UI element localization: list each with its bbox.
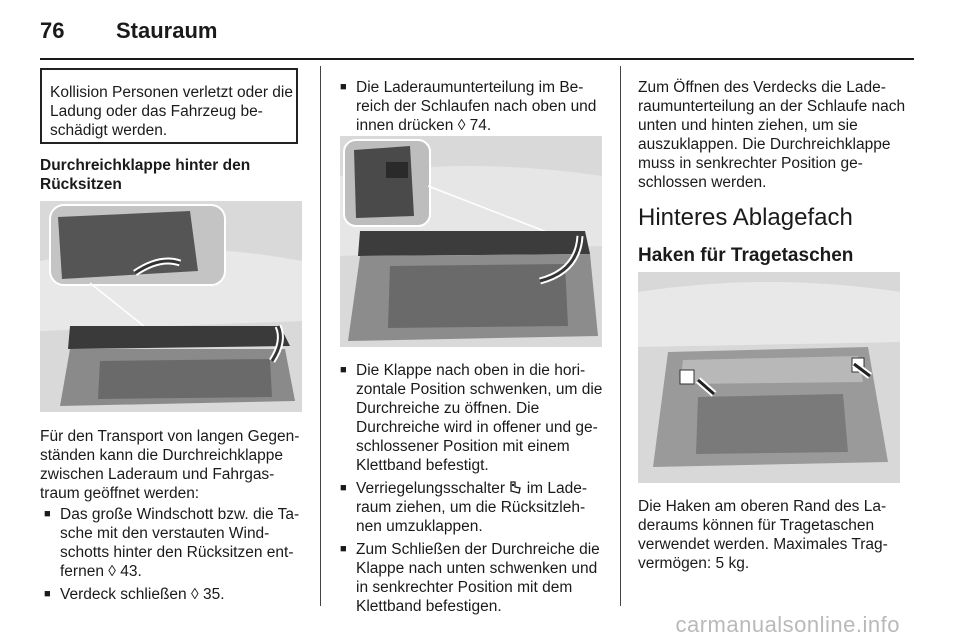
bullet-text: Die Klappe nach oben in die hori-zontale Position schwenken, um die Durchreiche zu öffnen. Die Durchreiche wird in offener und ge-schlossener Position mit einem Klettband befestigt.	[356, 362, 603, 474]
page-number: 76	[40, 18, 65, 43]
illustration-pass-through-flap	[40, 201, 302, 412]
bullet-icon: ■	[340, 364, 347, 376]
paragraph: Die Haken am oberen Rand des La-deraums können für Tragetaschen verwendet werden. Maximales Trag-vermögen: 5 kg.	[638, 498, 888, 572]
cross-reference-icon: ◊	[108, 563, 116, 580]
cross-reference-icon: ◊	[457, 117, 466, 134]
page-reference: 43.	[120, 563, 142, 580]
bullet-text: Zum Schließen der Durchreiche die Klappe nach unten schwenken und in senkrechter Position mit dem Klettband befestigen.	[356, 541, 600, 615]
bullet-icon: ■	[44, 588, 51, 600]
list-item	[340, 78, 604, 135]
illustration-cargo-divider	[340, 136, 602, 347]
bullet-text: im Lade-raum ziehen, um die Rücksitzleh-nen umzuklappen.	[356, 480, 587, 535]
subsection-heading: Haken für Tragetaschen	[638, 245, 854, 266]
bullet-icon: ■	[340, 482, 347, 494]
column-divider	[320, 66, 321, 606]
bullet-icon: ■	[44, 508, 51, 520]
section-subheading: Durchreichklappe hinter den Rücksitzen	[40, 157, 251, 193]
list-item	[340, 540, 604, 616]
release-switch-icon	[509, 481, 522, 495]
bullet-list	[340, 78, 604, 139]
bullet-text: Verriegelungsschalter	[356, 480, 506, 497]
illustration-bag-hooks	[638, 272, 900, 483]
paragraph: Zum Öffnen des Verdecks die Lade-raumunterteilung an der Schlaufe nach unten und hinten ziehen, um sie auszuklappen. Die Durchreichklappe muss in senkrechter Position ge-schlossen werden.	[638, 79, 906, 191]
column-divider	[620, 66, 621, 606]
list-item	[44, 585, 306, 604]
page-title: Stauraum	[116, 18, 218, 43]
bullet-text: Verdeck schließen	[60, 586, 187, 603]
list-item	[340, 361, 604, 475]
warning-box: Kollision Personen verletzt oder die Ladung oder das Fahrzeug be-schädigt werden.	[40, 68, 298, 144]
bullet-icon: ■	[340, 81, 347, 93]
list-item	[340, 479, 604, 536]
header-rule	[40, 58, 914, 60]
cross-reference-icon: ◊	[190, 586, 199, 603]
section-heading: Hinteres Ablagefach	[638, 204, 853, 231]
page-reference: 74.	[469, 117, 492, 134]
bullet-list	[44, 505, 306, 608]
intro-paragraph: Für den Transport von langen Gegen-ständen kann die Durchreichklappe zwischen Laderaum und Fahrgas-traum geöffnet werden:	[40, 428, 300, 502]
bullet-icon: ■	[340, 543, 347, 555]
watermark: carmanualsonline.info	[675, 612, 900, 637]
bullet-text: Die Laderaumunterteilung im Be-reich der Schlaufen nach oben und innen drücken	[356, 79, 597, 134]
bullet-text: Das große Windschott bzw. die Ta-sche mit den verstauten Wind-schotts hinter den Rücksitzen ent-fernen	[60, 506, 300, 580]
bullet-list	[340, 361, 604, 620]
page-reference: 35.	[202, 586, 225, 603]
list-item	[44, 505, 306, 581]
